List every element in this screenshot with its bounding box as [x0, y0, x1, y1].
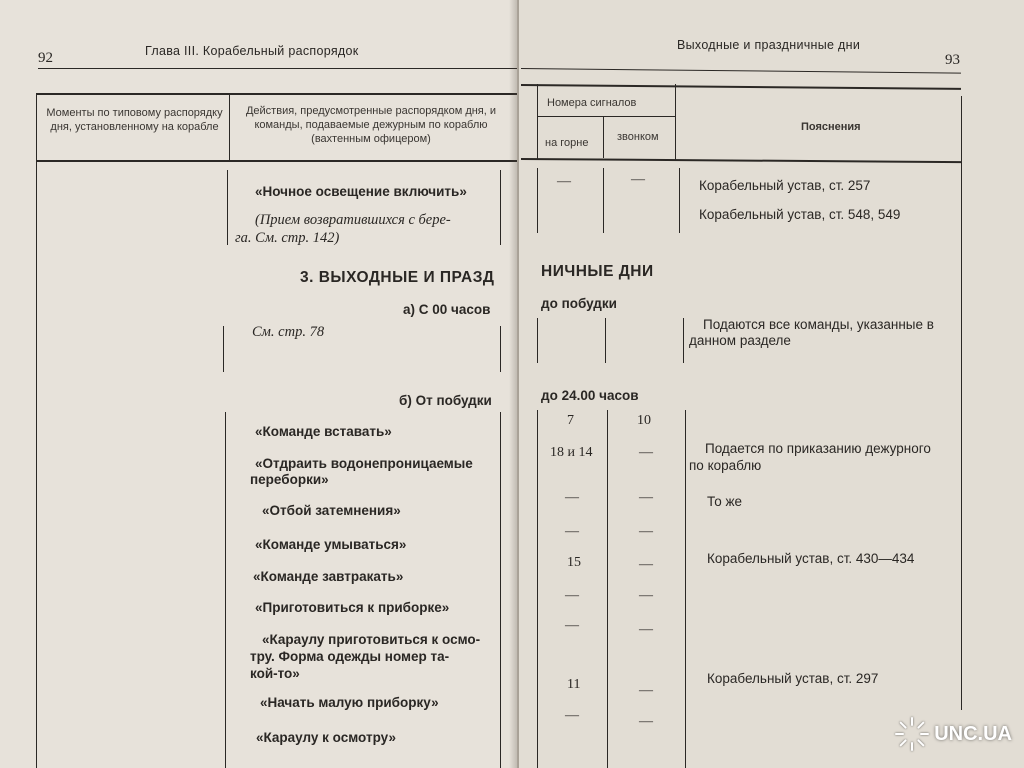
dash-bell-8: — — [639, 683, 653, 698]
dash-bell-6: — — [639, 588, 653, 603]
col-div-b1 — [537, 318, 538, 363]
cmd-guard-line3: кой-то» — [250, 666, 300, 681]
note-ustav-297: Корабельный устав, ст. 297 — [707, 671, 879, 686]
entry-return-line2: га. См. стр. 142) — [235, 230, 340, 246]
cmd-wash: «Команде умываться» — [255, 537, 407, 552]
col-divider-5 — [225, 412, 226, 768]
col2-header: Действия, предусмотренные распорядком дня, и команды, подаваемые дежурным по кораблю (вахтенным офицером) — [245, 105, 497, 145]
col-div-c1 — [537, 410, 538, 768]
table-right-border — [961, 96, 962, 710]
note-all-commands-1: Подаются все команды, указанные в — [703, 317, 934, 332]
dash-horn-7: — — [565, 618, 579, 633]
horn-11: 11 — [567, 677, 581, 692]
sub-b-left: б) От побудки — [399, 393, 492, 408]
cmd-breakfast: «Команде завтракать» — [253, 569, 404, 584]
entry-night-light: «Ночное освещение включить» — [255, 184, 467, 199]
dash-horn-3: — — [565, 490, 579, 505]
dash-bell-4: — — [639, 524, 653, 539]
col-div-horn-head — [537, 84, 538, 160]
running-head-right: Выходные и праздничные дни — [677, 38, 861, 52]
sub-a-left: а) С 00 часов — [403, 302, 491, 317]
cmd-guard-inspection: «Караулу к осмотру» — [256, 730, 396, 745]
watermark-text: UNC.UA — [934, 723, 1012, 745]
sub-a-right: до побудки — [541, 296, 617, 311]
cmd-small-cleaning: «Начать малую приборку» — [260, 695, 439, 710]
col-div-a3 — [679, 168, 680, 233]
cmd-guard-line1: «Караулу приготовиться к осмо- — [262, 632, 481, 647]
dash-bell-1: — — [631, 172, 645, 187]
col-divider-2 — [500, 170, 501, 245]
right-page — [519, 0, 1024, 768]
see-page: См. стр. 78 — [252, 324, 325, 340]
section-title-right: НИЧНЫЕ ДНИ — [541, 263, 654, 280]
sun-logo-icon — [892, 714, 932, 754]
table-left-border — [36, 93, 37, 768]
col-div-b3 — [683, 318, 684, 363]
dash-bell-3: — — [639, 490, 653, 505]
note-by-order-2: по кораблю — [689, 458, 762, 473]
cmd-blackout-off: «Отбой затемнения» — [262, 503, 401, 518]
col-div-a2 — [603, 168, 604, 233]
note-same: То же — [707, 494, 742, 509]
bell-10: 10 — [637, 413, 651, 428]
note-ustav-548: Корабельный устав, ст. 548, 549 — [699, 207, 901, 222]
head-rule-right — [521, 68, 961, 74]
head-rule-left — [38, 68, 517, 69]
col-div-c2 — [607, 410, 608, 768]
horn-7: 7 — [567, 413, 574, 428]
col-div-notes-head — [675, 84, 676, 160]
cmd-bulkheads-text: «Отдраить водонепроницаемые — [255, 456, 473, 471]
entry-return-line1: (Прием возвратившихся с бере- — [255, 212, 451, 228]
col-div-b2 — [605, 318, 606, 363]
running-head-left: Глава III. Корабельный распорядок — [145, 44, 359, 58]
page-number-left: 92 — [38, 50, 53, 66]
note-all-commands-2: данном разделе — [689, 333, 791, 348]
col1-header: Моменты по типовому распорядку дня, установленному на корабле — [46, 107, 223, 133]
dash-horn-6: — — [565, 588, 579, 603]
col-div-c3 — [685, 410, 686, 768]
table-header-rule-right — [521, 158, 961, 163]
note-ustav-257: Корабельный устав, ст. 257 — [699, 178, 871, 193]
dash-bell-7: — — [639, 622, 653, 637]
note-by-order-1: Подается по приказанию дежурного — [705, 441, 931, 456]
bell-header: звонком — [617, 131, 659, 143]
col-divider-3 — [223, 326, 224, 372]
horn-18-14: 18 и 14 — [550, 445, 593, 460]
cmd-guard-line2: тру. Форма одежды номер та- — [250, 649, 450, 664]
col-divider-6 — [500, 412, 501, 768]
dash-bell-2: — — [639, 445, 653, 460]
signals-header: Номера сигналов — [547, 97, 637, 109]
horn-15: 15 — [567, 555, 581, 570]
col-div-a1 — [537, 168, 538, 233]
dash-horn-4: — — [565, 524, 579, 539]
table-top-rule-left — [36, 93, 517, 95]
signals-subrule — [537, 116, 675, 117]
col-divider-header — [229, 93, 230, 162]
cmd-wake: «Команде вставать» — [255, 424, 392, 439]
note-ustav-430: Корабельный устав, ст. 430—434 — [707, 551, 915, 566]
sub-b-right: до 24.00 часов — [541, 388, 639, 403]
cmd-bulkheads-line1 — [255, 456, 495, 471]
horn-header: на горне — [545, 137, 589, 149]
table-header-rule-left — [36, 160, 517, 162]
col-divider-4 — [500, 326, 501, 372]
notes-header: Пояснения — [801, 121, 861, 133]
col-div-bell-head — [603, 116, 604, 158]
dash-bell-9: — — [639, 714, 653, 729]
section-title-left: 3. ВЫХОДНЫЕ И ПРАЗД — [300, 269, 495, 286]
page-number-right: 93 — [945, 52, 960, 68]
col-divider-1 — [227, 170, 228, 245]
dash-horn-1: — — [557, 174, 571, 189]
cmd-prepare-cleaning: «Приготовиться к приборке» — [255, 600, 450, 615]
cmd-bulkheads-line2: переборки» — [250, 472, 329, 487]
dash-bell-5: — — [639, 557, 653, 572]
table-top-rule-right — [521, 84, 961, 90]
dash-horn-9: — — [565, 708, 579, 723]
